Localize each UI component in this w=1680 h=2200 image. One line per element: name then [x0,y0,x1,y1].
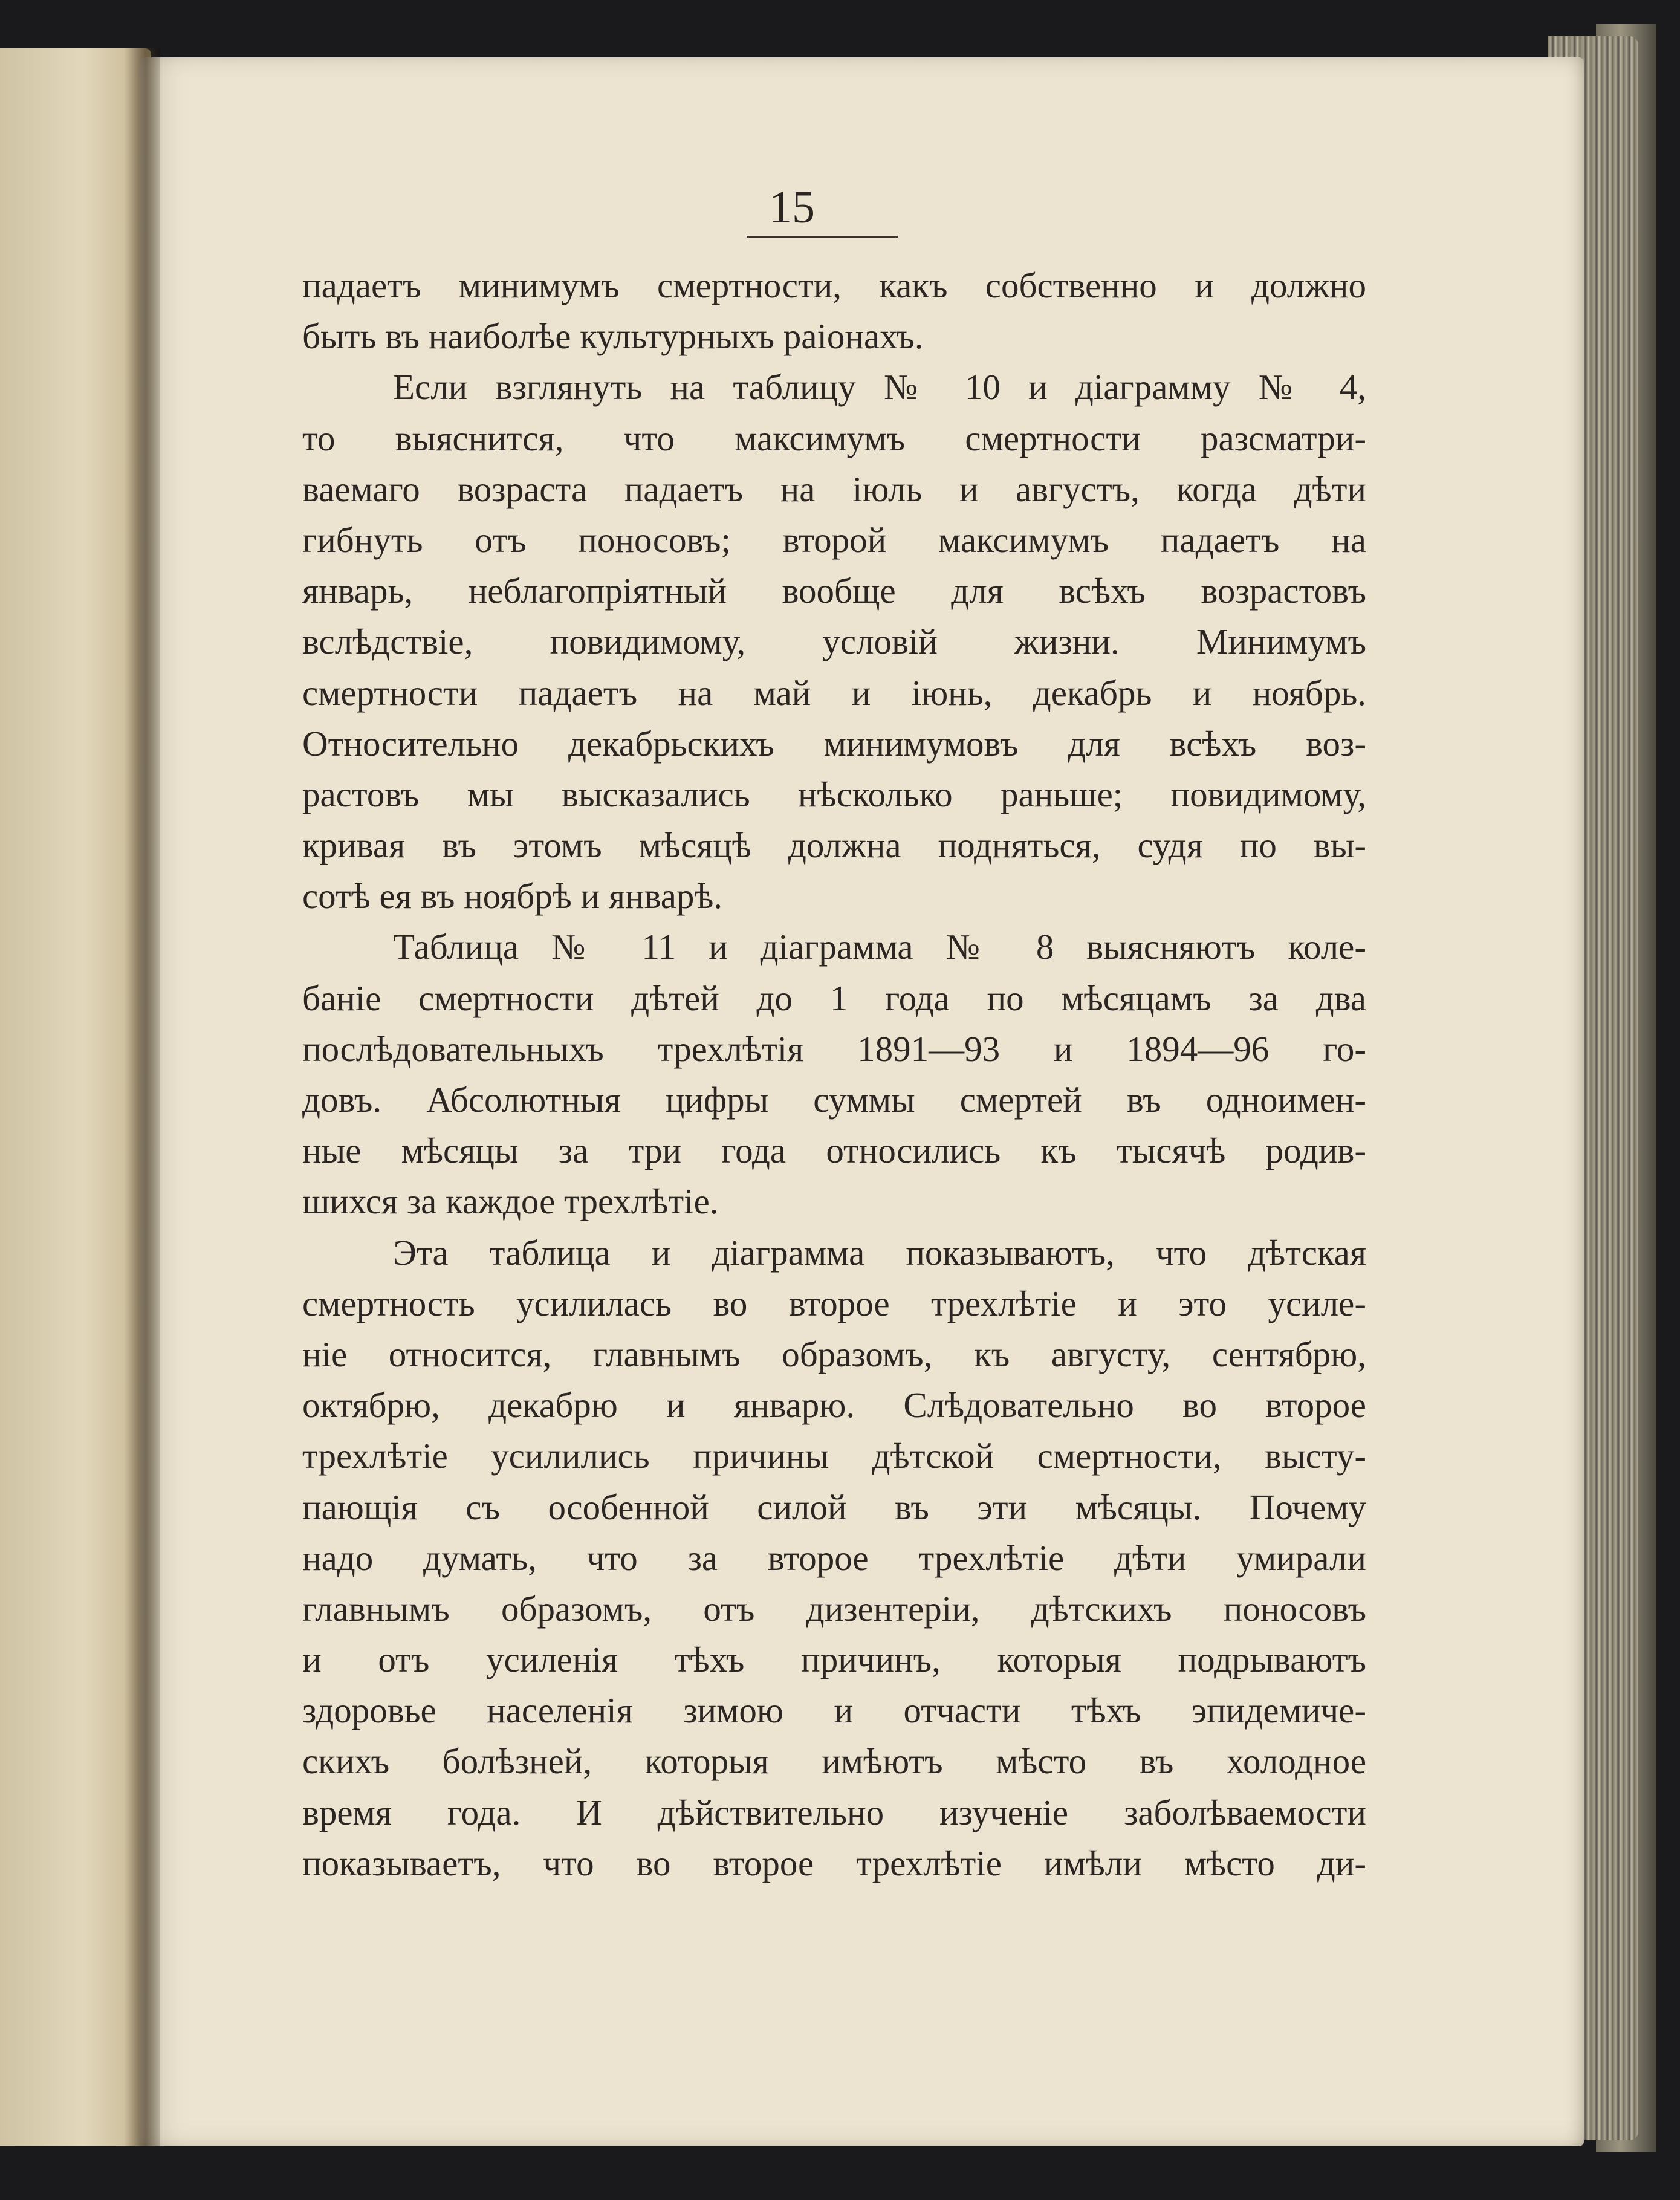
text-line: кривая въ этомъ мѣсяцѣ должна подняться, судя по вы- [302,825,1366,866]
book-gutter-shadow [124,48,160,2146]
text-line: шихся за каждое трехлѣтіе. [302,1181,719,1222]
text-line: пающія съ особенной силой въ эти мѣсяцы. Почему [302,1487,1366,1527]
text-line: то выяснится, что максимумъ смертности разсматри- [302,418,1366,458]
text-line: главнымъ образомъ, отъ дизентеріи, дѣтскихъ поносовъ [302,1588,1366,1629]
text-line: быть въ наиболѣе культурныхъ раіонахъ. [302,316,924,357]
text-line: и отъ усиленія тѣхъ причинъ, которыя подрываютъ [302,1640,1366,1680]
text-line: вслѣдствіе, повидимому, условій жизни. Минимумъ [302,621,1366,662]
text-line: смертности падаетъ на май и іюнь, декабрь и ноябрь. [302,672,1366,713]
text-line: Относительно декабрьскихъ минимумовъ для всѣхъ воз- [302,723,1366,764]
text-line: январь, неблагопріятный вообще для всѣхъ возрастовъ [302,571,1366,611]
text-line: послѣдовательныхъ трехлѣтія 1891—93 и 1894—96 го- [302,1028,1366,1069]
text-line: Если взглянуть на таблицу № 10 и діаграмму № 4, [393,367,1366,407]
text-line: время года. И дѣйствительно изученіе заболѣваемости [302,1792,1366,1832]
text-line: октябрю, декабрю и январю. Слѣдовательно во второе [302,1385,1366,1426]
text-line: гибнуть отъ поносовъ; второй максимумъ падаетъ на [302,519,1366,560]
text-line: трехлѣтіе усилились причины дѣтской смертности, высту- [302,1436,1366,1476]
text-line: показываетъ, что во второе трехлѣтіе имѣли мѣсто ди- [302,1843,1366,1883]
text-line: ваемаго возраста падаетъ на іюль и августъ, когда дѣти [302,469,1366,509]
text-line: Таблица № 11 и діаграмма № 8 выясняютъ коле- [393,927,1366,967]
body-text [302,260,1366,1889]
page-number-rule [747,236,898,238]
text-line: баніе смертности дѣтей до 1 года по мѣсяцамъ за два [302,978,1366,1018]
text-line: Эта таблица и діаграмма показываютъ, что дѣтская [393,1232,1366,1273]
text-line: скихъ болѣзней, которыя имѣютъ мѣсто въ холодное [302,1741,1366,1782]
text-line: здоровье населенія зимою и отчасти тѣхъ эпидемиче- [302,1690,1366,1731]
text-line: смертность усилилась во второе трехлѣтіе и это усиле- [302,1283,1366,1323]
text-line: падаетъ минимумъ смертности, какъ собственно и должно [302,265,1366,305]
page-number: 15 [769,182,815,233]
text-line: ніе относится, главнымъ образомъ, къ августу, сентябрю, [302,1334,1366,1374]
text-line: сотѣ ея въ ноябрѣ и январѣ. [302,876,723,917]
text-line: ные мѣсяцы за три года относились къ тысячѣ родив- [302,1131,1366,1171]
text-line: довъ. Абсолютныя цифры суммы смертей въ одноимен- [302,1080,1366,1120]
text-line: растовъ мы высказались нѣсколько раньше; повидимому, [302,774,1366,814]
text-line: надо думать, что за второе трехлѣтіе дѣти умирали [302,1537,1366,1578]
